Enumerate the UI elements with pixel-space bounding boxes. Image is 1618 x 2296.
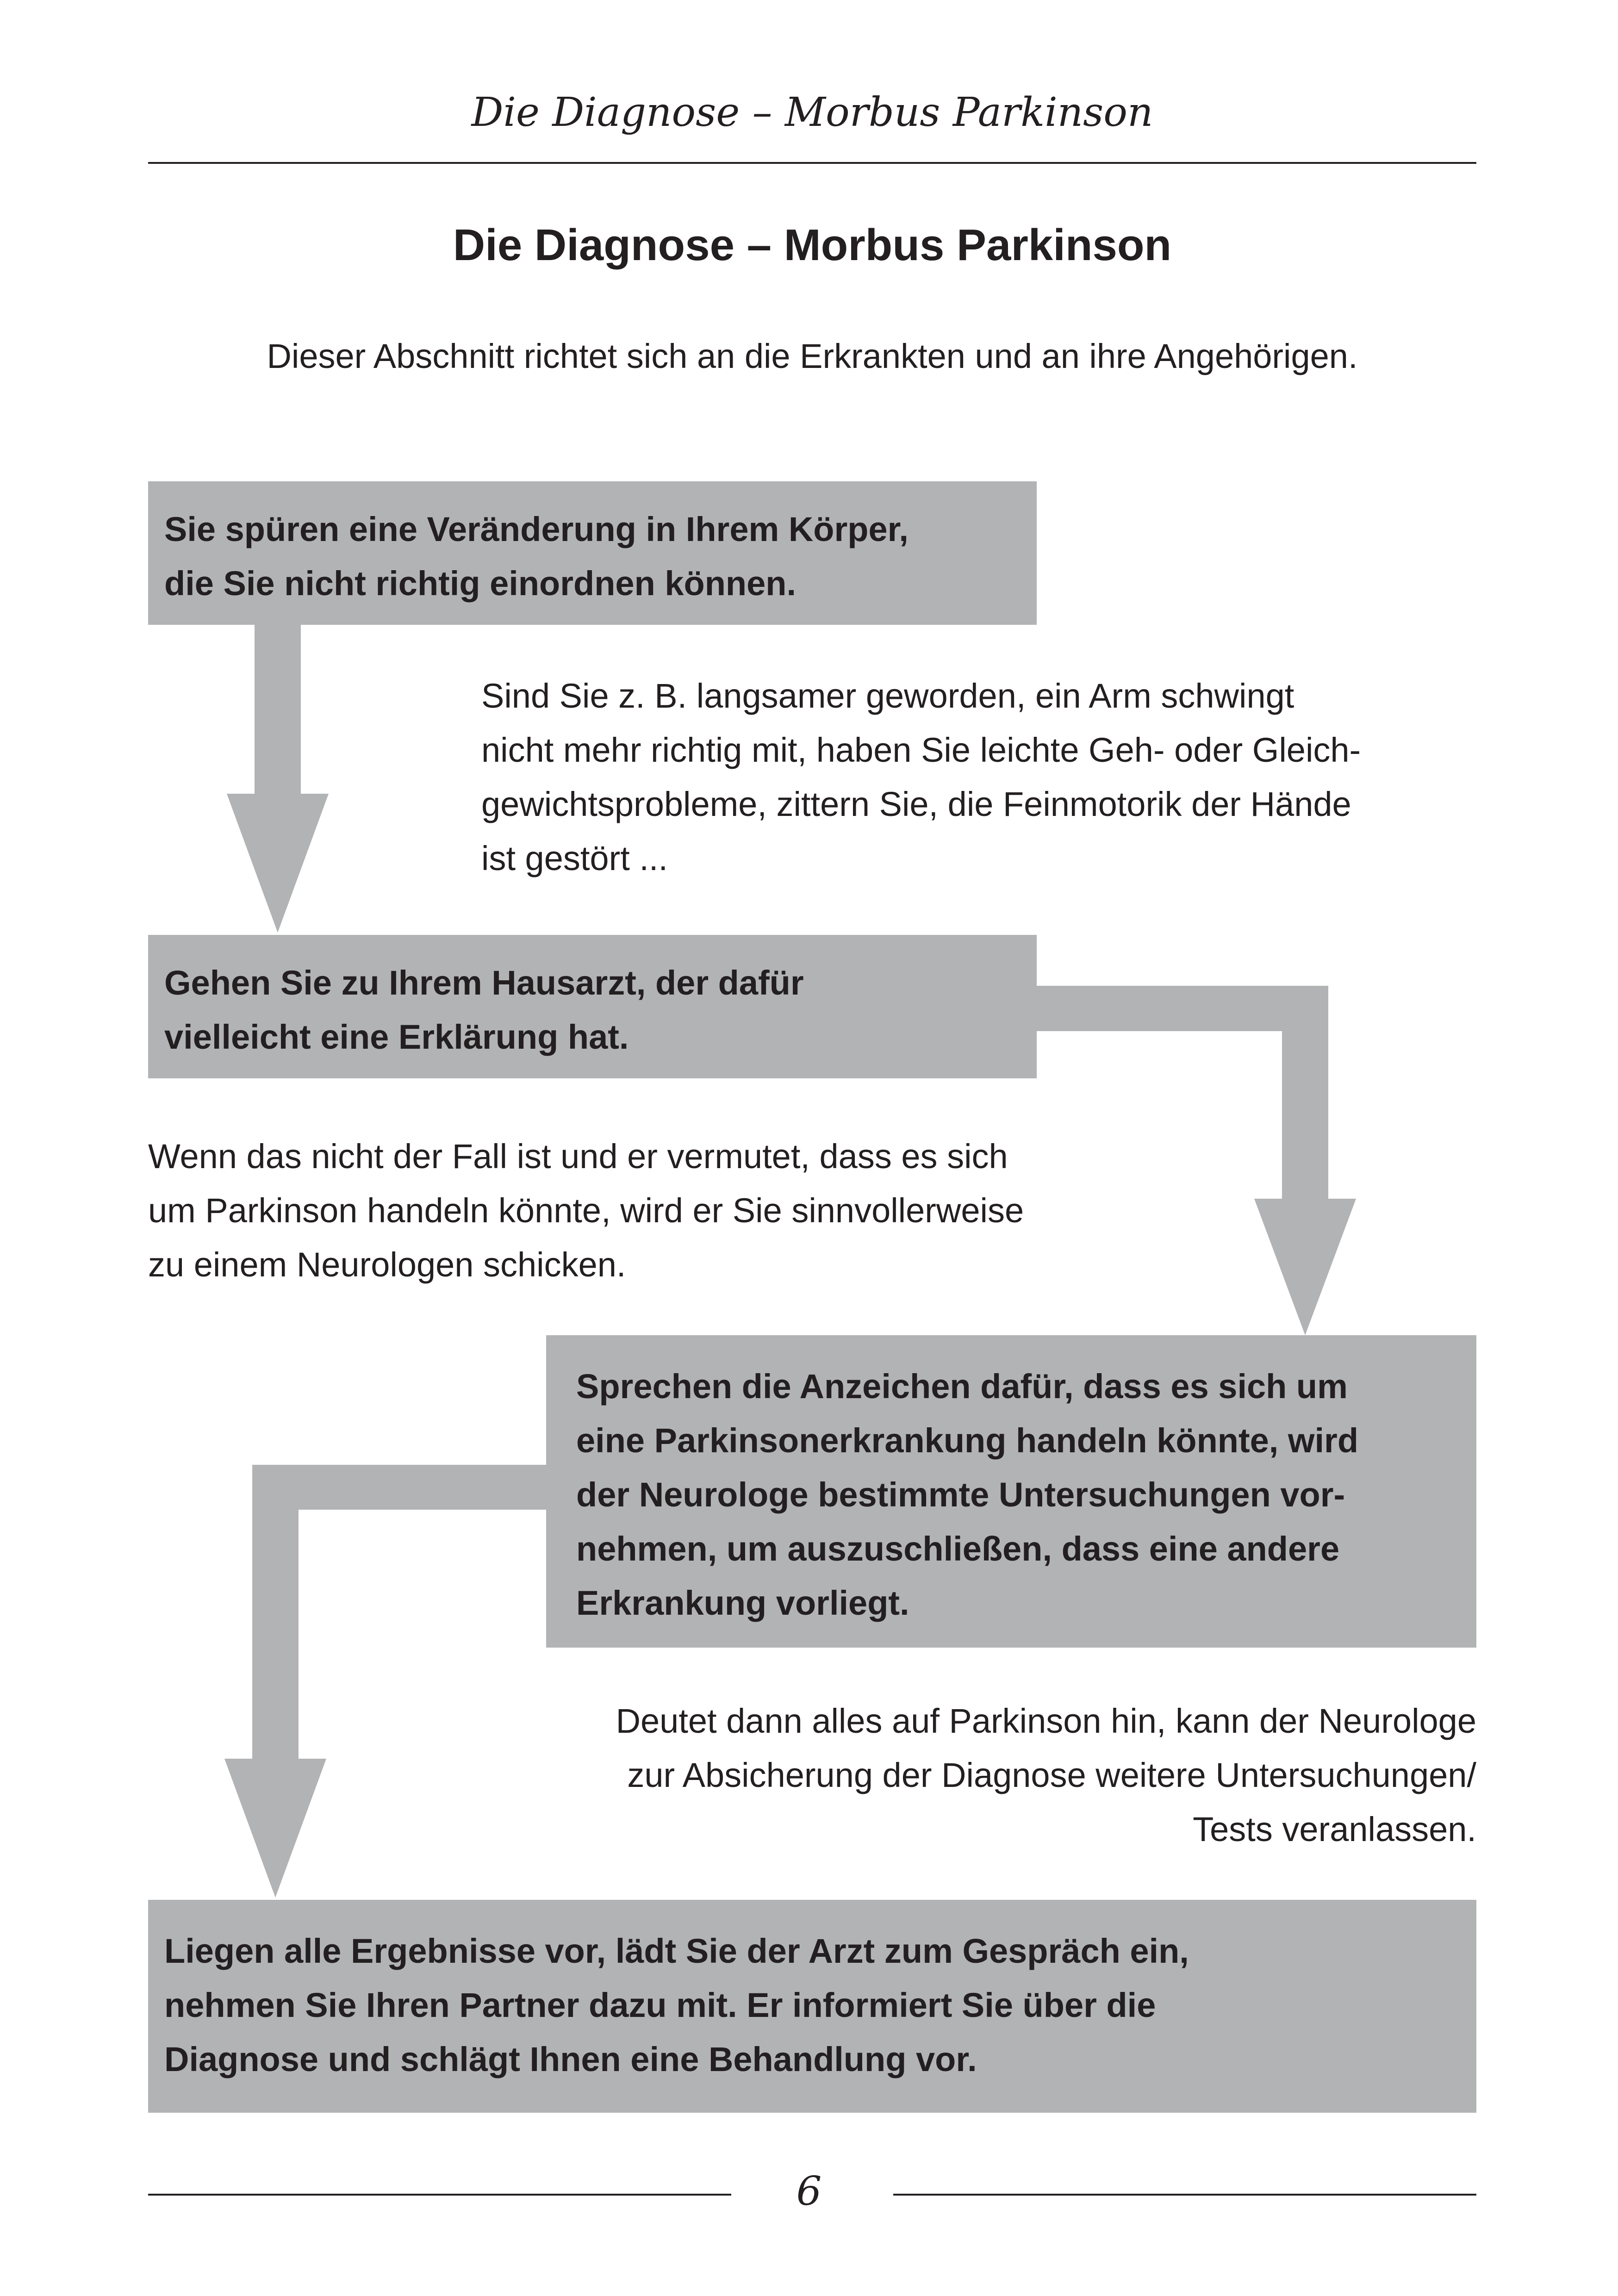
page-title: Die Diagnose – Morbus Parkinson [453, 220, 1172, 270]
step-4-line: nehmen Sie Ihren Partner dazu mit. Er informiert Sie über die [164, 1986, 1156, 2024]
step-3-line: nehmen, um auszuschließen, dass eine andere [576, 1530, 1340, 1568]
note-1-line: Sind Sie z. B. langsamer geworden, ein Arm schwingt [481, 677, 1294, 715]
step-3-line: Erkrankung vorliegt. [576, 1584, 909, 1622]
note-3-line: zur Absicherung der Diagnose weitere Untersuchungen/ [627, 1756, 1476, 1794]
step-2-line: Gehen Sie zu Ihrem Hausarzt, der dafür [164, 964, 804, 1002]
step-2-line: vielleicht eine Erklärung hat. [164, 1018, 629, 1056]
arrow-step1-to-step2 [227, 622, 329, 933]
arrow-step2-to-step3 [1037, 986, 1356, 1335]
note-3 [486, 1694, 1476, 1856]
running-header: Die Diagnose – Morbus Parkinson [471, 89, 1153, 136]
step-3-line: eine Parkinsonerkrankung handeln könnte, wird [576, 1421, 1359, 1460]
step-1-line: Sie spüren eine Veränderung in Ihrem Körper, [164, 510, 909, 548]
note-1 [481, 669, 1361, 885]
note-3-line: Deutet dann alles auf Parkinson hin, kann der Neurologe [616, 1702, 1476, 1740]
page-number: 6 [796, 2168, 822, 2215]
step-4-line: Liegen alle Ergebnisse vor, lädt Sie der Arzt zum Gespräch ein, [164, 1932, 1189, 1970]
note-2-line: Wenn das nicht der Fall ist und er vermutet, dass es sich [148, 1137, 1008, 1176]
step-box-4 [148, 1900, 1476, 2113]
step-3-line: der Neurologe bestimmte Untersuchungen vor- [576, 1475, 1345, 1514]
footer-rule-right [893, 2194, 1476, 2196]
note-3-line: Tests veranlassen. [1193, 1810, 1476, 1848]
note-2-line: um Parkinson handeln könnte, wird er Sie sinnvollerweise [148, 1191, 1024, 1230]
step-1-line: die Sie nicht richtig einordnen können. [164, 564, 797, 603]
footer-rule-left [148, 2194, 731, 2196]
intro-text: Dieser Abschnitt richtet sich an die Erkrankten und an ihre Angehörigen. [267, 337, 1358, 375]
note-1-line: gewichtsprobleme, zittern Sie, die Feinmotorik der Hände [481, 785, 1351, 823]
step-box-2 [148, 935, 1037, 1078]
step-box-1 [148, 481, 1037, 625]
step-box-3 [546, 1335, 1476, 1648]
note-1-line: ist gestört ... [481, 839, 668, 877]
note-2-line: zu einem Neurologen schicken. [148, 1245, 626, 1284]
note-2 [148, 1129, 1024, 1292]
note-1-line: nicht mehr richtig mit, haben Sie leichte Geh- oder Gleich- [481, 731, 1361, 769]
step-4-line: Diagnose und schlägt Ihnen eine Behandlung vor. [164, 2040, 977, 2078]
step-3-line: Sprechen die Anzeichen dafür, dass es sich um [576, 1367, 1348, 1406]
